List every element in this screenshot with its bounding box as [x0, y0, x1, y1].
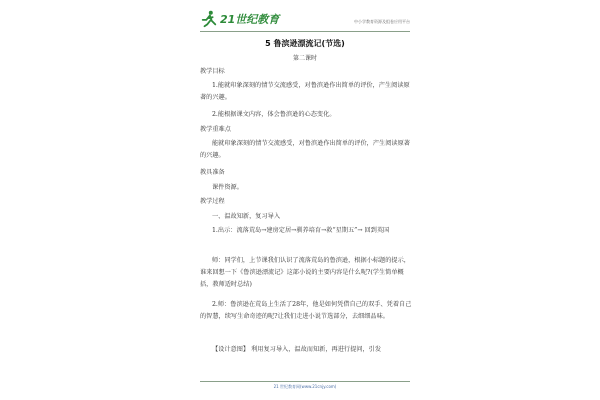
footer-rule	[200, 381, 410, 382]
teacher-prompt-2: 2.师：鲁滨逊在荒岛上生活了28年，他是如何凭借自己的双手、凭着自己的智慧，续写生命奇迹的呢?让我们走进小说节选部分，去细细品味。	[200, 301, 412, 320]
page-footer: 21 世纪教育网(www.21cnjy.com)	[273, 384, 337, 389]
running-figure-icon	[200, 10, 218, 28]
key-points-text: 能就印象深刻的情节交流感受，对鲁滨逊作出简单的评价，产生阅读原著的兴趣。	[200, 140, 410, 159]
process-step-1-heading: 一、温故知新，复习导入	[212, 213, 281, 220]
page-title: 5 鲁滨逊漂流记(节选)	[265, 39, 345, 48]
header-rule	[200, 31, 410, 32]
section-heading-materials: 教具准备	[200, 169, 225, 176]
logo	[200, 10, 279, 28]
section-heading-goals: 教学目标	[200, 68, 225, 75]
section-heading-process: 教学过程	[200, 198, 225, 205]
process-item-1: 1.出示：流落荒岛→建房定居→驯养培育→救“星期五”→ 回到英国	[212, 227, 390, 234]
teacher-prompt-1: 师：同学们，上节课我们认识了流落荒岛的鲁滨逊，根据小标题的提示，谁来回想一下《鲁滨逊漂流记》这部小说的主要内容是什么呢?(学生简单概括，教师适时总结)	[200, 257, 410, 288]
page-subtitle: 第二课时	[292, 55, 317, 62]
header-platform-text: 中小学教育资源及组卷应用平台	[354, 19, 410, 24]
page-header	[200, 8, 410, 32]
logo-text: 21世纪教育	[220, 13, 280, 26]
materials-text: 课件资源。	[212, 184, 243, 191]
section-heading-key-points: 教学重难点	[200, 126, 231, 133]
goal-1: 1.能就印象深刻的情节交流感受，对鲁滨逊作出简单的评价，产生阅读原著的兴趣。	[200, 82, 410, 101]
design-intent: 【设计意图】 利用复习导入，温故而知新，再进行提问，引发	[212, 346, 382, 353]
goal-2: 2.能根据课文内容，体会鲁滨逊的心态变化。	[212, 111, 336, 118]
